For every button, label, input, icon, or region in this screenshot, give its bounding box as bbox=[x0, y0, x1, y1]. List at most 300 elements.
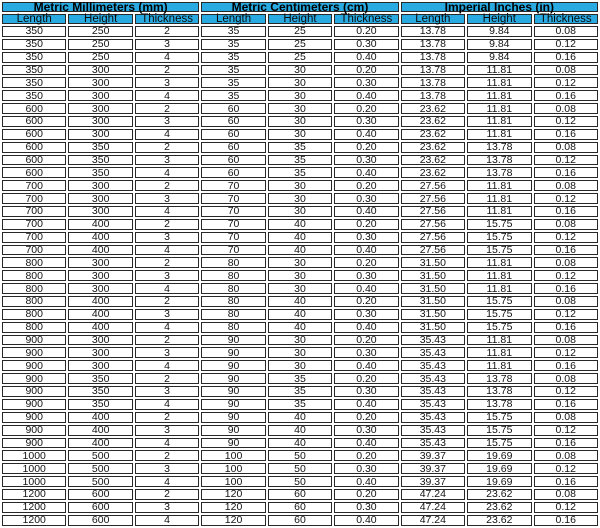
table-cell: 13.78 bbox=[401, 26, 465, 37]
table-cell: 100 bbox=[201, 476, 265, 487]
table-cell: 500 bbox=[68, 476, 132, 487]
table-cell: 0.20 bbox=[334, 26, 398, 37]
table-cell: 0.40 bbox=[334, 167, 398, 178]
table-row bbox=[2, 116, 598, 127]
table-cell: 900 bbox=[2, 360, 66, 371]
table-cell: 0.20 bbox=[334, 219, 398, 230]
column-header-mm-height: Height bbox=[68, 14, 132, 24]
table-cell: 2 bbox=[135, 180, 199, 191]
table-cell: 60 bbox=[201, 103, 265, 114]
table-cell: 0.20 bbox=[334, 489, 398, 500]
table-cell: 31.50 bbox=[401, 296, 465, 307]
table-cell: 0.08 bbox=[534, 65, 599, 76]
table-cell: 0.12 bbox=[534, 425, 599, 436]
table-cell: 400 bbox=[68, 309, 132, 320]
table-row bbox=[2, 26, 598, 37]
table-cell: 35 bbox=[268, 155, 332, 166]
table-cell: 13.78 bbox=[401, 52, 465, 63]
table-cell: 50 bbox=[268, 463, 332, 474]
table-cell: 300 bbox=[68, 65, 132, 76]
table-cell: 90 bbox=[201, 335, 265, 346]
table-cell: 11.81 bbox=[467, 335, 531, 346]
table-cell: 27.56 bbox=[401, 232, 465, 243]
table-cell: 31.50 bbox=[401, 309, 465, 320]
table-cell: 0.16 bbox=[534, 167, 599, 178]
table-cell: 0.20 bbox=[334, 450, 398, 461]
table-cell: 2 bbox=[135, 450, 199, 461]
table-cell: 350 bbox=[68, 167, 132, 178]
table-row bbox=[2, 52, 598, 63]
table-cell: 13.78 bbox=[467, 373, 531, 384]
table-cell: 35 bbox=[201, 90, 265, 101]
table-cell: 0.40 bbox=[334, 129, 398, 140]
table-cell: 31.50 bbox=[401, 322, 465, 333]
table-cell: 27.56 bbox=[401, 206, 465, 217]
table-cell: 13.78 bbox=[401, 39, 465, 50]
table-cell: 3 bbox=[135, 77, 199, 88]
table-cell: 0.30 bbox=[334, 77, 398, 88]
table-cell: 0.08 bbox=[534, 180, 599, 191]
table-cell: 13.78 bbox=[467, 167, 531, 178]
table-cell: 15.75 bbox=[467, 296, 531, 307]
table-cell: 30 bbox=[268, 180, 332, 191]
table-cell: 800 bbox=[2, 309, 66, 320]
table-cell: 70 bbox=[201, 206, 265, 217]
table-cell: 60 bbox=[201, 116, 265, 127]
table-cell: 900 bbox=[2, 347, 66, 358]
table-cell: 0.40 bbox=[334, 322, 398, 333]
table-cell: 80 bbox=[201, 257, 265, 268]
table-cell: 60 bbox=[268, 502, 332, 513]
table-cell: 250 bbox=[68, 26, 132, 37]
table-cell: 100 bbox=[201, 463, 265, 474]
table-row bbox=[2, 103, 598, 114]
table-cell: 31.50 bbox=[401, 270, 465, 281]
column-header-in-length: Length bbox=[401, 14, 465, 24]
table-cell: 2 bbox=[135, 26, 199, 37]
table-cell: 35 bbox=[268, 386, 332, 397]
table-cell: 900 bbox=[2, 373, 66, 384]
table-row bbox=[2, 257, 598, 268]
table-row bbox=[2, 39, 598, 50]
table-cell: 60 bbox=[268, 489, 332, 500]
table-cell: 40 bbox=[268, 425, 332, 436]
table-cell: 0.16 bbox=[534, 322, 599, 333]
table-cell: 50 bbox=[268, 476, 332, 487]
table-cell: 350 bbox=[68, 142, 132, 153]
table-cell: 0.08 bbox=[534, 412, 599, 423]
table-cell: 3 bbox=[135, 463, 199, 474]
table-cell: 0.40 bbox=[334, 515, 398, 526]
table-cell: 70 bbox=[201, 232, 265, 243]
table-cell: 23.62 bbox=[401, 103, 465, 114]
table-cell: 350 bbox=[2, 90, 66, 101]
table-cell: 15.75 bbox=[467, 219, 531, 230]
table-cell: 19.69 bbox=[467, 450, 531, 461]
table-cell: 13.78 bbox=[467, 386, 531, 397]
table-cell: 600 bbox=[2, 155, 66, 166]
table-cell: 300 bbox=[68, 180, 132, 191]
table-cell: 1200 bbox=[2, 489, 66, 500]
table-cell: 350 bbox=[2, 65, 66, 76]
table-cell: 40 bbox=[268, 438, 332, 449]
table-cell: 40 bbox=[268, 232, 332, 243]
table-cell: 30 bbox=[268, 270, 332, 281]
table-cell: 300 bbox=[68, 77, 132, 88]
table-cell: 3 bbox=[135, 309, 199, 320]
table-cell: 0.12 bbox=[534, 193, 599, 204]
table-cell: 4 bbox=[135, 438, 199, 449]
table-cell: 11.81 bbox=[467, 193, 531, 204]
table-cell: 30 bbox=[268, 257, 332, 268]
table-cell: 300 bbox=[68, 335, 132, 346]
table-row bbox=[2, 180, 598, 191]
table-cell: 11.81 bbox=[467, 347, 531, 358]
section-title-imperial-inches: Imperial Inches (in) bbox=[401, 2, 598, 12]
table-cell: 9.84 bbox=[467, 52, 531, 63]
table-cell: 500 bbox=[68, 463, 132, 474]
table-cell: 25 bbox=[268, 39, 332, 50]
table-cell: 0.30 bbox=[334, 270, 398, 281]
table-cell: 2 bbox=[135, 373, 199, 384]
table-cell: 1000 bbox=[2, 450, 66, 461]
table-cell: 2 bbox=[135, 296, 199, 307]
table-cell: 80 bbox=[201, 283, 265, 294]
table-cell: 100 bbox=[201, 450, 265, 461]
table-cell: 350 bbox=[2, 26, 66, 37]
table-row bbox=[2, 515, 598, 526]
table-cell: 35.43 bbox=[401, 399, 465, 410]
table-cell: 0.12 bbox=[534, 309, 599, 320]
table-cell: 90 bbox=[201, 347, 265, 358]
table-cell: 0.40 bbox=[334, 399, 398, 410]
table-cell: 0.16 bbox=[534, 438, 599, 449]
table-cell: 80 bbox=[201, 309, 265, 320]
table-cell: 15.75 bbox=[467, 245, 531, 256]
table-cell: 0.16 bbox=[534, 90, 599, 101]
table-cell: 4 bbox=[135, 129, 199, 140]
section-title-metric-millimeters: Metric Millimeters (mm) bbox=[2, 2, 199, 12]
table-cell: 30 bbox=[268, 360, 332, 371]
table-cell: 0.08 bbox=[534, 335, 599, 346]
table-cell: 600 bbox=[68, 515, 132, 526]
table-cell: 800 bbox=[2, 322, 66, 333]
table-cell: 13.78 bbox=[467, 155, 531, 166]
column-header-row bbox=[2, 14, 598, 24]
table-row bbox=[2, 476, 598, 487]
table-row bbox=[2, 129, 598, 140]
table-cell: 0.30 bbox=[334, 155, 398, 166]
table-cell: 0.16 bbox=[534, 52, 599, 63]
table-cell: 800 bbox=[2, 283, 66, 294]
table-cell: 0.40 bbox=[334, 283, 398, 294]
table-cell: 700 bbox=[2, 180, 66, 191]
table-cell: 30 bbox=[268, 116, 332, 127]
table-cell: 400 bbox=[68, 412, 132, 423]
table-cell: 1200 bbox=[2, 515, 66, 526]
table-cell: 30 bbox=[268, 65, 332, 76]
table-cell: 40 bbox=[268, 245, 332, 256]
table-cell: 0.08 bbox=[534, 296, 599, 307]
table-cell: 300 bbox=[68, 206, 132, 217]
table-cell: 4 bbox=[135, 399, 199, 410]
table-cell: 0.16 bbox=[534, 129, 599, 140]
table-cell: 60 bbox=[201, 142, 265, 153]
table-cell: 0.40 bbox=[334, 90, 398, 101]
table-cell: 350 bbox=[68, 373, 132, 384]
table-cell: 900 bbox=[2, 412, 66, 423]
section-title-metric-centimeters: Metric Centimeters (cm) bbox=[201, 2, 398, 12]
table-cell: 47.24 bbox=[401, 515, 465, 526]
table-row bbox=[2, 438, 598, 449]
table-cell: 0.12 bbox=[534, 386, 599, 397]
table-cell: 23.62 bbox=[401, 116, 465, 127]
table-row bbox=[2, 206, 598, 217]
table-cell: 39.37 bbox=[401, 450, 465, 461]
table-cell: 90 bbox=[201, 438, 265, 449]
table-cell: 600 bbox=[68, 502, 132, 513]
table-cell: 400 bbox=[68, 245, 132, 256]
table-cell: 0.20 bbox=[334, 180, 398, 191]
table-cell: 27.56 bbox=[401, 193, 465, 204]
table-cell: 90 bbox=[201, 373, 265, 384]
table-cell: 0.16 bbox=[534, 283, 599, 294]
table-cell: 80 bbox=[201, 296, 265, 307]
table-cell: 0.16 bbox=[534, 399, 599, 410]
table-cell: 60 bbox=[201, 155, 265, 166]
table-cell: 4 bbox=[135, 90, 199, 101]
table-cell: 300 bbox=[68, 193, 132, 204]
table-cell: 25 bbox=[268, 52, 332, 63]
table-cell: 4 bbox=[135, 360, 199, 371]
table-cell: 3 bbox=[135, 232, 199, 243]
table-cell: 15.75 bbox=[467, 438, 531, 449]
table-cell: 30 bbox=[268, 129, 332, 140]
table-cell: 35 bbox=[268, 373, 332, 384]
table-cell: 0.08 bbox=[534, 489, 599, 500]
table-cell: 9.84 bbox=[467, 26, 531, 37]
table-cell: 35 bbox=[268, 167, 332, 178]
table-cell: 0.30 bbox=[334, 193, 398, 204]
table-cell: 250 bbox=[68, 39, 132, 50]
table-cell: 350 bbox=[68, 155, 132, 166]
table-cell: 11.81 bbox=[467, 283, 531, 294]
table-cell: 700 bbox=[2, 245, 66, 256]
table-row bbox=[2, 347, 598, 358]
table-cell: 700 bbox=[2, 206, 66, 217]
table-cell: 19.69 bbox=[467, 476, 531, 487]
table-cell: 30 bbox=[268, 347, 332, 358]
table-cell: 0.08 bbox=[534, 219, 599, 230]
table-cell: 30 bbox=[268, 77, 332, 88]
table-cell: 400 bbox=[68, 438, 132, 449]
table-cell: 0.20 bbox=[334, 142, 398, 153]
table-cell: 90 bbox=[201, 386, 265, 397]
table-cell: 35 bbox=[268, 142, 332, 153]
table-cell: 400 bbox=[68, 219, 132, 230]
table-cell: 23.62 bbox=[467, 502, 531, 513]
table-body bbox=[2, 26, 598, 526]
table-cell: 0.40 bbox=[334, 360, 398, 371]
table-cell: 15.75 bbox=[467, 309, 531, 320]
table-row bbox=[2, 463, 598, 474]
table-cell: 250 bbox=[68, 52, 132, 63]
table-cell: 300 bbox=[68, 270, 132, 281]
table-cell: 0.16 bbox=[534, 360, 599, 371]
table-cell: 0.40 bbox=[334, 52, 398, 63]
table-cell: 23.62 bbox=[467, 515, 531, 526]
table-row bbox=[2, 386, 598, 397]
table-cell: 800 bbox=[2, 296, 66, 307]
table-cell: 600 bbox=[2, 167, 66, 178]
table-cell: 2 bbox=[135, 103, 199, 114]
table-cell: 80 bbox=[201, 322, 265, 333]
table-cell: 35 bbox=[201, 65, 265, 76]
table-cell: 800 bbox=[2, 270, 66, 281]
table-cell: 0.16 bbox=[534, 245, 599, 256]
table-cell: 2 bbox=[135, 335, 199, 346]
table-row bbox=[2, 322, 598, 333]
table-cell: 500 bbox=[68, 450, 132, 461]
section-header-row bbox=[2, 2, 598, 12]
table-row bbox=[2, 399, 598, 410]
table-cell: 0.40 bbox=[334, 476, 398, 487]
column-header-cm-height: Height bbox=[268, 14, 332, 24]
table-cell: 90 bbox=[201, 360, 265, 371]
table-cell: 30 bbox=[268, 103, 332, 114]
table-cell: 0.20 bbox=[334, 296, 398, 307]
table-cell: 35.43 bbox=[401, 425, 465, 436]
table-row bbox=[2, 335, 598, 346]
table-cell: 0.16 bbox=[534, 476, 599, 487]
table-cell: 47.24 bbox=[401, 489, 465, 500]
table-cell: 11.81 bbox=[467, 180, 531, 191]
table-cell: 4 bbox=[135, 167, 199, 178]
table-cell: 0.12 bbox=[534, 502, 599, 513]
table-cell: 3 bbox=[135, 425, 199, 436]
table-cell: 400 bbox=[68, 425, 132, 436]
table-row bbox=[2, 167, 598, 178]
table-cell: 35.43 bbox=[401, 373, 465, 384]
table-cell: 39.37 bbox=[401, 463, 465, 474]
table-cell: 90 bbox=[201, 399, 265, 410]
table-cell: 3 bbox=[135, 39, 199, 50]
table-cell: 0.30 bbox=[334, 116, 398, 127]
table-cell: 4 bbox=[135, 322, 199, 333]
table-cell: 60 bbox=[268, 515, 332, 526]
table-cell: 23.62 bbox=[401, 142, 465, 153]
table-cell: 1200 bbox=[2, 502, 66, 513]
table-cell: 0.30 bbox=[334, 39, 398, 50]
table-cell: 3 bbox=[135, 386, 199, 397]
table-row bbox=[2, 502, 598, 513]
table-cell: 0.40 bbox=[334, 206, 398, 217]
table-row bbox=[2, 373, 598, 384]
table-cell: 35 bbox=[201, 26, 265, 37]
table-cell: 0.30 bbox=[334, 347, 398, 358]
table-cell: 11.81 bbox=[467, 65, 531, 76]
table-cell: 0.16 bbox=[534, 206, 599, 217]
table-cell: 0.30 bbox=[334, 386, 398, 397]
table-cell: 300 bbox=[68, 347, 132, 358]
table-cell: 4 bbox=[135, 245, 199, 256]
table-cell: 31.50 bbox=[401, 283, 465, 294]
table-cell: 70 bbox=[201, 245, 265, 256]
table-cell: 1000 bbox=[2, 476, 66, 487]
table-cell: 3 bbox=[135, 116, 199, 127]
table-row bbox=[2, 296, 598, 307]
table-cell: 35.43 bbox=[401, 438, 465, 449]
table-cell: 0.30 bbox=[334, 425, 398, 436]
table-cell: 4 bbox=[135, 206, 199, 217]
table-row bbox=[2, 360, 598, 371]
table-cell: 300 bbox=[68, 90, 132, 101]
table-cell: 900 bbox=[2, 399, 66, 410]
table-cell: 13.78 bbox=[467, 142, 531, 153]
table-cell: 13.78 bbox=[401, 90, 465, 101]
table-row bbox=[2, 232, 598, 243]
table-cell: 0.12 bbox=[534, 270, 599, 281]
table-row bbox=[2, 142, 598, 153]
table-cell: 15.75 bbox=[467, 322, 531, 333]
table-cell: 0.30 bbox=[334, 502, 398, 513]
table-cell: 4 bbox=[135, 283, 199, 294]
table-row bbox=[2, 489, 598, 500]
table-cell: 15.75 bbox=[467, 412, 531, 423]
table-cell: 35.43 bbox=[401, 335, 465, 346]
table-cell: 50 bbox=[268, 450, 332, 461]
table-cell: 30 bbox=[268, 206, 332, 217]
table-cell: 40 bbox=[268, 219, 332, 230]
table-cell: 90 bbox=[201, 425, 265, 436]
table-cell: 3 bbox=[135, 270, 199, 281]
table-cell: 70 bbox=[201, 219, 265, 230]
table-cell: 300 bbox=[68, 116, 132, 127]
table-cell: 35.43 bbox=[401, 360, 465, 371]
table-cell: 0.30 bbox=[334, 309, 398, 320]
table-cell: 31.50 bbox=[401, 257, 465, 268]
table-cell: 2 bbox=[135, 65, 199, 76]
table-cell: 35 bbox=[201, 39, 265, 50]
table-cell: 35 bbox=[201, 77, 265, 88]
table-cell: 1000 bbox=[2, 463, 66, 474]
table-cell: 900 bbox=[2, 438, 66, 449]
table-cell: 600 bbox=[2, 129, 66, 140]
table-cell: 15.75 bbox=[467, 425, 531, 436]
table-cell: 2 bbox=[135, 142, 199, 153]
table-cell: 120 bbox=[201, 502, 265, 513]
table-cell: 0.20 bbox=[334, 335, 398, 346]
table-cell: 40 bbox=[268, 296, 332, 307]
table-cell: 3 bbox=[135, 193, 199, 204]
table-row bbox=[2, 245, 598, 256]
table-cell: 11.81 bbox=[467, 360, 531, 371]
table-row bbox=[2, 425, 598, 436]
table-cell: 4 bbox=[135, 515, 199, 526]
table-row bbox=[2, 193, 598, 204]
table-cell: 0.20 bbox=[334, 373, 398, 384]
table-cell: 11.81 bbox=[467, 206, 531, 217]
table-cell: 800 bbox=[2, 257, 66, 268]
table-cell: 300 bbox=[68, 103, 132, 114]
table-cell: 19.69 bbox=[467, 463, 531, 474]
table-cell: 300 bbox=[68, 360, 132, 371]
table-cell: 900 bbox=[2, 335, 66, 346]
table-cell: 35 bbox=[201, 52, 265, 63]
table-cell: 35.43 bbox=[401, 347, 465, 358]
table-cell: 0.12 bbox=[534, 116, 599, 127]
column-header-cm-thickness: Thickness bbox=[334, 14, 398, 24]
